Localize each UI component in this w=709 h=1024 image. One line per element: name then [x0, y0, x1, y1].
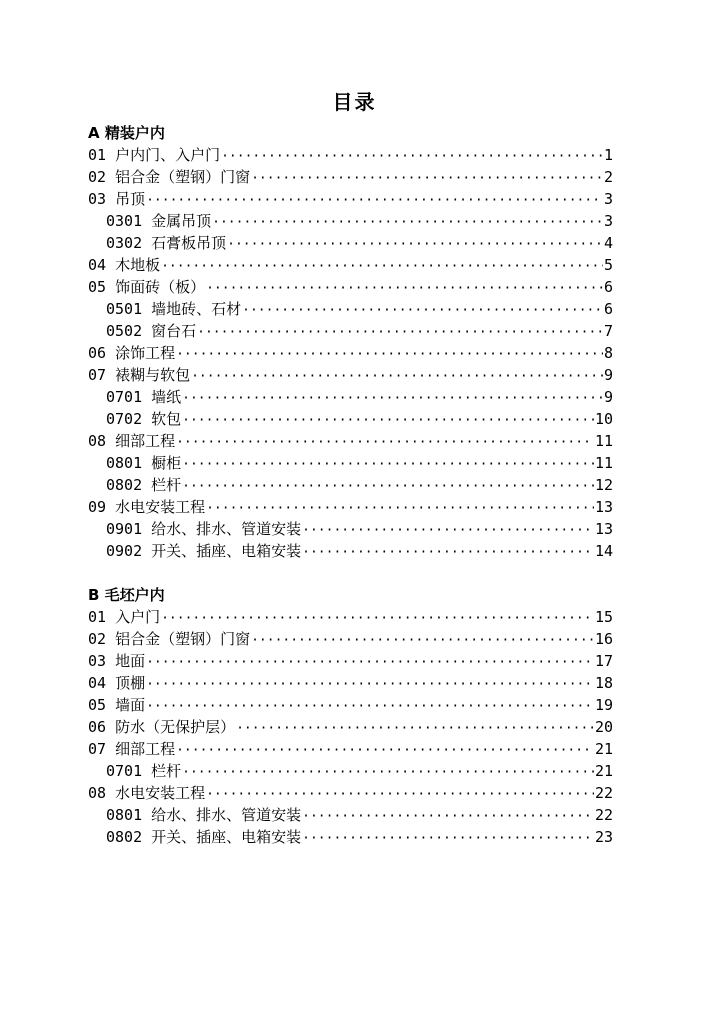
- toc-entry[interactable]: [88, 166, 613, 188]
- dot-leader: [146, 650, 594, 674]
- toc-entry-label: 08 细部工程: [88, 432, 176, 450]
- dot-leader: [236, 716, 594, 740]
- toc-entry-page-number: 22: [594, 784, 613, 802]
- toc-entry-page-number: 11: [594, 454, 613, 472]
- toc-entry-page-number: 1: [603, 146, 613, 164]
- dot-leader: [176, 738, 594, 762]
- toc-entry-page-number: 23: [594, 828, 613, 846]
- toc-entry-page-number: 17: [594, 652, 613, 670]
- toc-entry-page-number: 20: [594, 718, 613, 736]
- toc-entry[interactable]: [88, 672, 613, 694]
- toc-entry-label: 0701 墙纸: [106, 388, 182, 406]
- dot-leader: [146, 694, 594, 718]
- toc-entry[interactable]: [88, 826, 613, 848]
- dot-leader: [182, 474, 594, 498]
- toc-entry-label: 04 顶棚: [88, 674, 146, 692]
- toc-entry-label: 02 铝合金（塑钢）门窗: [88, 630, 251, 648]
- toc-entry[interactable]: [88, 298, 613, 320]
- toc-entry-page-number: 9: [603, 388, 613, 406]
- toc-entry[interactable]: [88, 694, 613, 716]
- toc-entry-label: 05 饰面砖（板）: [88, 278, 206, 296]
- toc-entry-page-number: 22: [594, 806, 613, 824]
- toc-entry-page-number: 15: [594, 608, 613, 626]
- section-heading: A 精装户内: [88, 124, 165, 142]
- toc-entry-page-number: 7: [603, 322, 613, 340]
- dot-leader: [251, 628, 594, 652]
- dot-leader: [161, 606, 594, 630]
- dot-leader: [191, 364, 603, 388]
- toc-entry[interactable]: [88, 804, 613, 826]
- toc-entry[interactable]: [88, 188, 613, 210]
- toc-entry[interactable]: [88, 386, 613, 408]
- toc-entry-label: 0502 窗台石: [106, 322, 197, 340]
- toc-entry-page-number: 10: [594, 410, 613, 428]
- toc-entry[interactable]: [88, 540, 613, 562]
- dot-leader: [161, 254, 603, 278]
- dot-leader: [176, 342, 603, 366]
- toc-entry-label: 08 水电安装工程: [88, 784, 206, 802]
- toc-entry-label: 0501 墙地砖、石材: [106, 300, 242, 318]
- dot-leader: [182, 760, 594, 784]
- toc-entry[interactable]: [88, 408, 613, 430]
- toc-entry-label: 0801 橱柜: [106, 454, 182, 472]
- toc-entry-label: 02 铝合金（塑钢）门窗: [88, 168, 251, 186]
- dot-leader: [182, 452, 594, 476]
- toc-entry-page-number: 3: [603, 190, 613, 208]
- dot-leader: [242, 298, 603, 322]
- toc-entry[interactable]: [88, 716, 613, 738]
- toc-entry-page-number: 21: [594, 762, 613, 780]
- toc-entry[interactable]: [88, 232, 613, 254]
- toc-entry-page-number: 9: [603, 366, 613, 384]
- toc-entry[interactable]: [88, 254, 613, 276]
- section-spacer: [88, 562, 613, 584]
- toc-entry-page-number: 4: [603, 234, 613, 252]
- dot-leader: [206, 276, 603, 300]
- toc-entry-page-number: 13: [594, 498, 613, 516]
- toc-entry[interactable]: [88, 738, 613, 760]
- toc-entry[interactable]: [88, 144, 613, 166]
- dot-leader: [227, 232, 603, 256]
- toc-entry-label: 07 裱糊与软包: [88, 366, 191, 384]
- toc-entry-page-number: 13: [594, 520, 613, 538]
- toc-entry[interactable]: [88, 650, 613, 672]
- toc-entry-label: 0702 软包: [106, 410, 182, 428]
- toc-entry-label: 09 水电安装工程: [88, 498, 206, 516]
- toc-entry-label: 0301 金属吊顶: [106, 212, 212, 230]
- toc-entry-label: 06 涂饰工程: [88, 344, 176, 362]
- toc-entry-label: 05 墙面: [88, 696, 146, 714]
- toc-entry-label: 0902 开关、插座、电箱安装: [106, 542, 302, 560]
- toc-entry[interactable]: [88, 276, 613, 298]
- dot-leader: [251, 166, 603, 190]
- toc-entry-page-number: 11: [594, 432, 613, 450]
- dot-leader: [176, 430, 594, 454]
- page-title: 目录: [332, 90, 377, 114]
- toc-entry-label: 03 吊顶: [88, 190, 146, 208]
- toc-entry-page-number: 6: [603, 300, 613, 318]
- toc-entry[interactable]: [88, 342, 613, 364]
- dot-leader: [302, 540, 594, 564]
- dot-leader: [302, 826, 594, 850]
- dot-leader: [206, 496, 594, 520]
- dot-leader: [206, 782, 594, 806]
- toc-entry-page-number: 14: [594, 542, 613, 560]
- toc-entry[interactable]: [88, 760, 613, 782]
- dot-leader: [146, 188, 603, 212]
- dot-leader: [302, 804, 594, 828]
- toc-entry[interactable]: [88, 452, 613, 474]
- toc-entry-page-number: 19: [594, 696, 613, 714]
- toc-entry-label: 01 户内门、入户门: [88, 146, 221, 164]
- toc-entry-label: 0802 开关、插座、电箱安装: [106, 828, 302, 846]
- toc-entry-page-number: 18: [594, 674, 613, 692]
- toc-entry-label: 0801 给水、排水、管道安装: [106, 806, 302, 824]
- toc-entry[interactable]: [88, 518, 613, 540]
- dot-leader: [182, 386, 603, 410]
- toc-entry[interactable]: [88, 364, 613, 386]
- toc-entry-page-number: 6: [603, 278, 613, 296]
- toc-entry-label: 06 防水（无保护层）: [88, 718, 236, 736]
- dot-leader: [146, 672, 594, 696]
- toc-entry-page-number: 16: [594, 630, 613, 648]
- toc-entry-page-number: 8: [603, 344, 613, 362]
- toc-entry-label: 0901 给水、排水、管道安装: [106, 520, 302, 538]
- toc-entry-page-number: 5: [603, 256, 613, 274]
- toc-entry[interactable]: [88, 782, 613, 804]
- toc-entry-label: 01 入户门: [88, 608, 161, 626]
- toc-entry[interactable]: [88, 430, 613, 452]
- toc-entry-label: 07 细部工程: [88, 740, 176, 758]
- toc-entry[interactable]: [88, 496, 613, 518]
- toc-entry-page-number: 21: [594, 740, 613, 758]
- toc-entry[interactable]: [88, 320, 613, 342]
- toc-entry-label: 0701 栏杆: [106, 762, 182, 780]
- toc-entry-label: 0302 石膏板吊顶: [106, 234, 227, 252]
- toc-entry[interactable]: [88, 474, 613, 496]
- toc-entry-label: 04 木地板: [88, 256, 161, 274]
- toc-entry[interactable]: [88, 210, 613, 232]
- toc-entry-label: 03 地面: [88, 652, 146, 670]
- toc-entry[interactable]: [88, 628, 613, 650]
- toc-entry[interactable]: [88, 606, 613, 628]
- toc-entry-page-number: 3: [603, 212, 613, 230]
- dot-leader: [212, 210, 603, 234]
- toc-entry-page-number: 12: [594, 476, 613, 494]
- dot-leader: [221, 144, 603, 168]
- toc-entry-page-number: 2: [603, 168, 613, 186]
- dot-leader: [182, 408, 594, 432]
- section-heading: B 毛坯户内: [88, 586, 165, 604]
- toc-entry-label: 0802 栏杆: [106, 476, 182, 494]
- table-of-contents: [88, 122, 613, 848]
- dot-leader: [197, 320, 603, 344]
- dot-leader: [302, 518, 594, 542]
